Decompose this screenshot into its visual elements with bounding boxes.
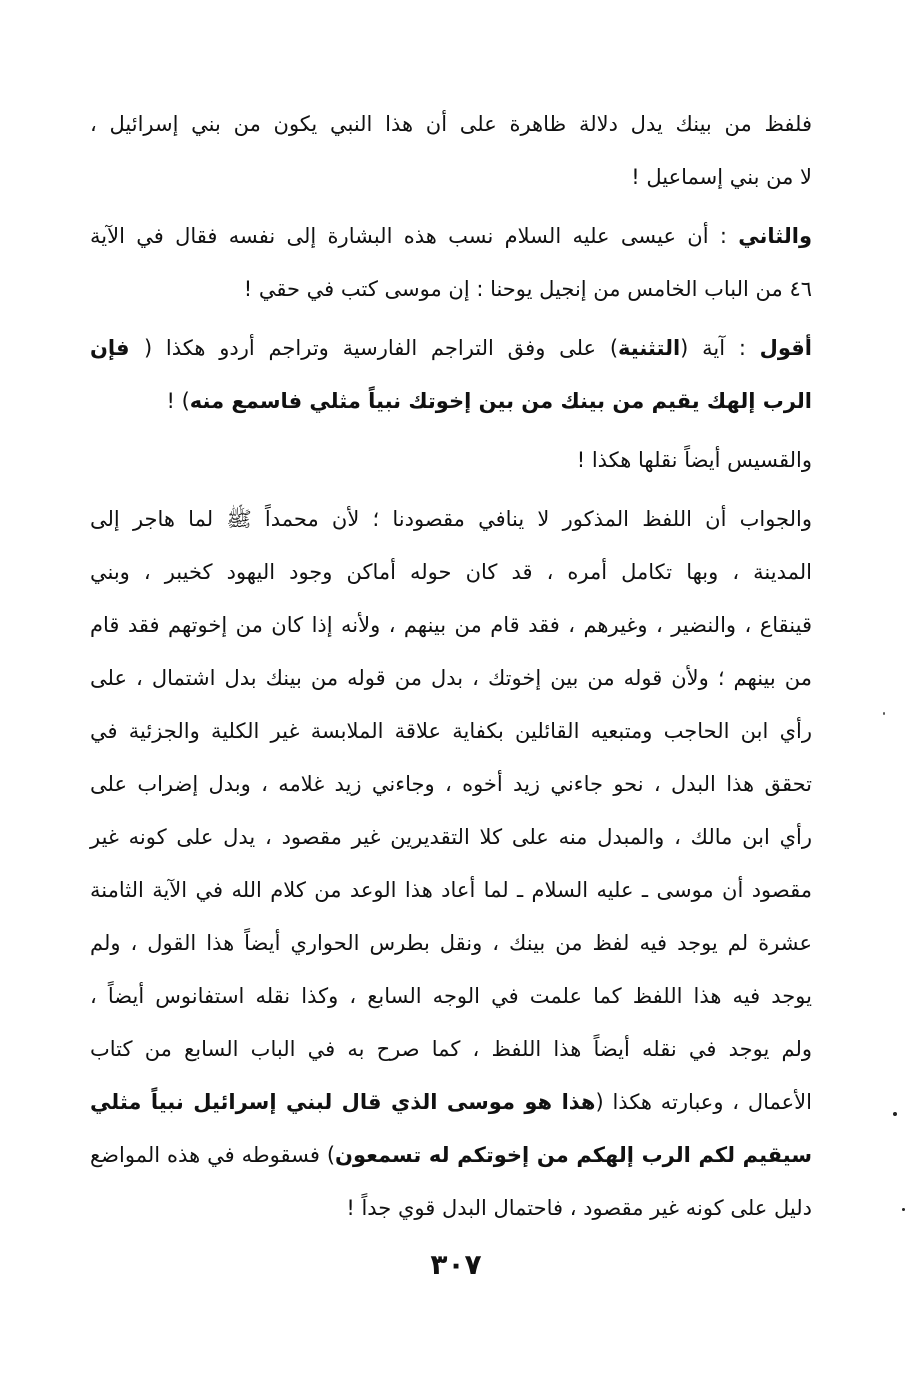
text-run: ) فسقوطه في هذه المواضع [90, 1143, 336, 1167]
text-line: والجواب أن اللفظ المذكور لا ينافي مقصودنا ؛ لأن محمداً ﷺ لما هاجر إلى [90, 507, 812, 531]
text-line: لا من بني إسماعيل ! [631, 165, 812, 189]
text-line: ٤٦ من الباب الخامس من إنجيل يوحنا : إن موسى كتب في حقي ! [243, 277, 812, 301]
text-line: مقصود أن موسى ـ عليه السلام ـ لما أعاد هذا الوعد من كلام الله في الآية الثامنة [90, 878, 812, 902]
text-line [90, 375, 812, 428]
paragraph-1 [90, 98, 812, 204]
scan-speck [893, 1112, 897, 1116]
text-line: قينقاع ، والنضير ، وغيرهم ، فقد قام من بينهم ، ولأنه إذا كان من إخوتهم فقد قام [90, 613, 812, 637]
paragraph-2 [90, 210, 812, 316]
paragraph-4 [90, 434, 812, 487]
text-run: : أن عيسى عليه السلام نسب هذه البشارة إلى نفسه فقال في الآية [90, 224, 739, 248]
bold-term: التثنية [618, 336, 681, 360]
text-line: رأي ابن مالك ، والمبدل منه على كلا التقديرين غير مقصود ، يدل على كونه غير [90, 825, 812, 849]
scan-speck [902, 1208, 905, 1211]
bold-quote: سيقيم لكم الرب إلهكم من إخوتكم له تسمعون [335, 1143, 812, 1167]
text-line: من بينهم ؛ ولأن قوله من بين إخوتك ، بدل من قوله من بينك بدل اشتمال ، على [90, 666, 812, 690]
scan-speck [883, 712, 885, 715]
text-line: ولم يوجد في نقله أيضاً هذا اللفظ ، كما صرح به في الباب السابع من كتاب [90, 1037, 812, 1061]
text-line [90, 322, 812, 375]
text-line [90, 1129, 812, 1182]
text-line: رأي ابن الحاجب ومتبعيه القائلين بكفاية علاقة الملابسة غير الكلية والجزئية في [90, 719, 812, 743]
page-body-text [90, 98, 812, 1235]
text-line: فلفظ من بينك يدل دلالة ظاهرة على أن هذا النبي يكون من بني إسرائيل ، [90, 112, 812, 136]
bold-quote: فإن [90, 336, 144, 360]
text-line: والقسيس أيضاً نقلها هكذا ! [576, 448, 812, 472]
page-number: ٣٠٧ [430, 1248, 482, 1281]
text-line: تحقق هذا البدل ، نحو جاءني زيد أخوه ، وجاءني زيد غلامه ، وبدل إضراب على [90, 772, 812, 796]
text-line [90, 1076, 812, 1129]
text-line: يوجد فيه هذا اللفظ كما علمت في الوجه السابع ، وكذا نقله استفانوس أيضاً ، [90, 984, 812, 1008]
text-line: عشرة لم يوجد فيه لفظ من بينك ، ونقل بطرس الحواري أيضاً هذا القول ، ولم [90, 931, 812, 955]
text-line: دليل على كونه غير مقصود ، فاحتمال البدل قوي جداً ! [346, 1196, 812, 1220]
text-run: الأعمال ، وعبارته هكذا ( [595, 1090, 812, 1114]
text-run: ) على وفق التراجم الفارسية وتراجم أردو هكذا ( [143, 336, 619, 360]
lead-word: أقول [759, 336, 812, 360]
bold-quote: هذا هو موسى الذي قال لبني إسرائيل نبياً مثلي [90, 1090, 596, 1114]
lead-word: والثاني [738, 224, 812, 248]
paragraph-5 [90, 493, 812, 1235]
bold-quote: الرب إلهك يقيم من بينك من بين إخوتك نبياً مثلي فاسمع منه [189, 389, 812, 413]
text-line: المدينة ، وبها تكامل أمره ، قد كان حوله أماكن وجود اليهود كخيبر ، وبني [90, 560, 812, 584]
text-line [90, 210, 812, 263]
paragraph-3 [90, 322, 812, 428]
text-run: ) ! [166, 389, 190, 413]
text-run: : آية ( [680, 336, 760, 360]
